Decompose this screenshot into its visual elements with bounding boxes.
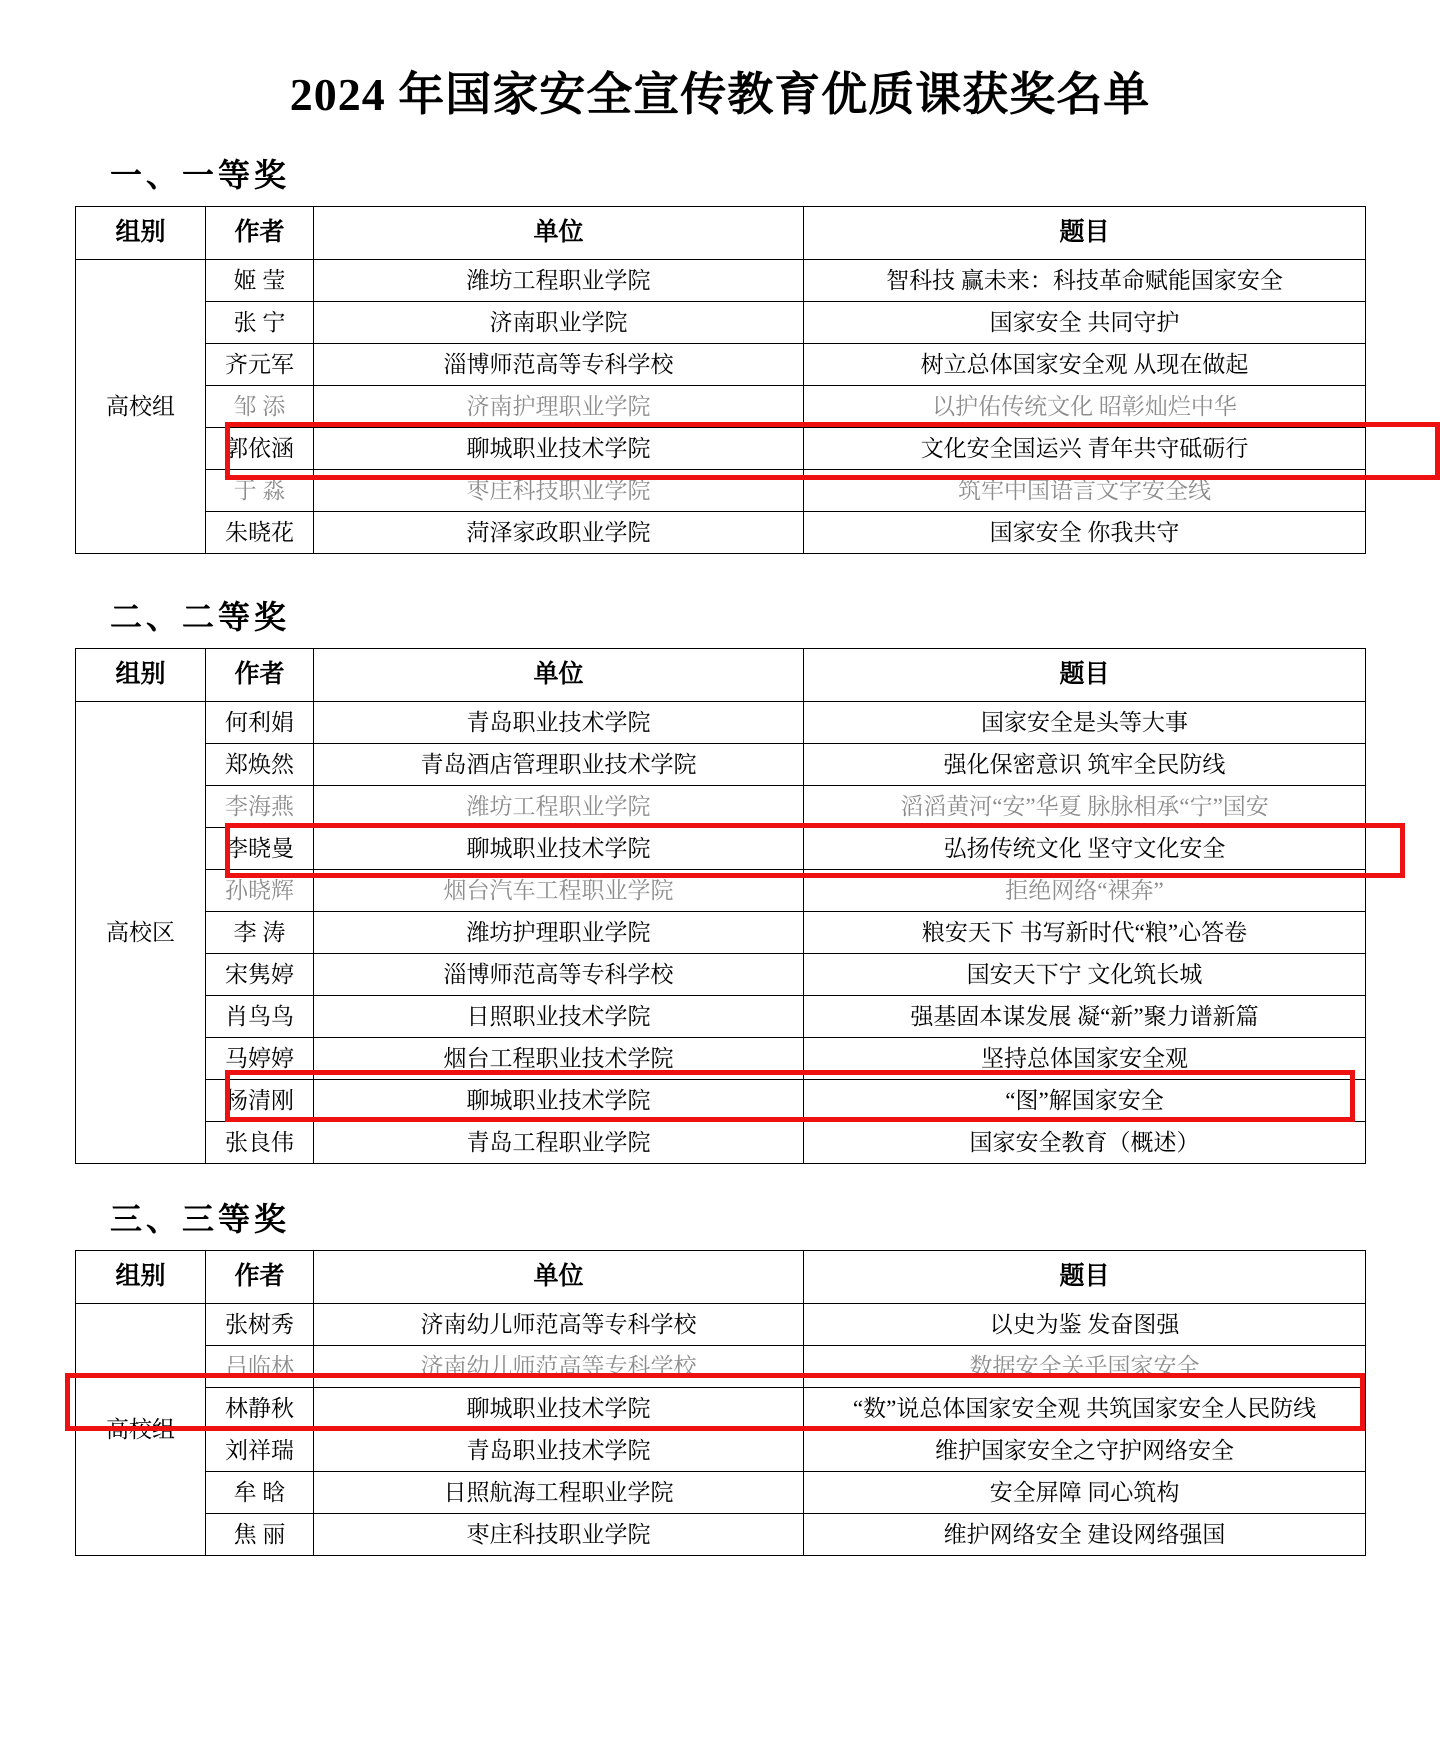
unit-cell: 济南护理职业学院	[314, 386, 804, 428]
unit-cell: 聊城职业技术学院	[314, 1388, 804, 1430]
column-header-title: 题目	[804, 1251, 1366, 1304]
column-header-author: 作者	[206, 1251, 314, 1304]
column-header-author: 作者	[206, 207, 314, 260]
title-cell: 强基固本谋发展 凝“新”聚力谱新篇	[804, 996, 1366, 1038]
award-table-first-prize	[75, 206, 1366, 554]
column-header-title: 题目	[804, 207, 1366, 260]
unit-cell: 青岛职业技术学院	[314, 1430, 804, 1472]
table-header-row	[76, 649, 1366, 702]
unit-cell: 济南职业学院	[314, 302, 804, 344]
table-row	[76, 1472, 1366, 1514]
table-row	[76, 470, 1366, 512]
unit-cell: 青岛酒店管理职业技术学院	[314, 744, 804, 786]
group-cell: 高校组	[76, 260, 206, 554]
unit-cell: 枣庄科技职业学院	[314, 470, 804, 512]
table-row	[76, 1388, 1366, 1430]
section-heading-second-prize: 二、二等奖	[110, 599, 291, 635]
title-cell: 树立总体国家安全观 从现在做起	[804, 344, 1366, 386]
table-row	[76, 954, 1366, 996]
group-cell: 高校区	[76, 702, 206, 1164]
title-cell: 筑牢中国语言文字安全线	[804, 470, 1366, 512]
author-cell: 焦 丽	[206, 1514, 314, 1556]
table-row	[76, 744, 1366, 786]
title-cell: 弘扬传统文化 坚守文化安全	[804, 828, 1366, 870]
title-cell: “图”解国家安全	[804, 1080, 1366, 1122]
column-header-group: 组别	[76, 1251, 206, 1304]
column-header-group: 组别	[76, 207, 206, 260]
author-cell: 张树秀	[206, 1304, 314, 1346]
table-header-row	[76, 207, 1366, 260]
author-cell: 张 宁	[206, 302, 314, 344]
unit-cell: 淄博师范高等专科学校	[314, 954, 804, 996]
unit-cell: 烟台工程职业技术学院	[314, 1038, 804, 1080]
table-row	[76, 1080, 1366, 1122]
column-header-author: 作者	[206, 649, 314, 702]
award-table-third-prize	[75, 1250, 1366, 1556]
unit-cell: 聊城职业技术学院	[314, 1080, 804, 1122]
title-cell: 维护网络安全 建设网络强国	[804, 1514, 1366, 1556]
title-cell: 数据安全关乎国家安全	[804, 1346, 1366, 1388]
table-row	[76, 1430, 1366, 1472]
award-table-second-prize	[75, 648, 1366, 1164]
table-row	[76, 512, 1366, 554]
unit-cell: 聊城职业技术学院	[314, 428, 804, 470]
unit-cell: 淄博师范高等专科学校	[314, 344, 804, 386]
author-cell: 牟 晗	[206, 1472, 314, 1514]
table-row	[76, 260, 1366, 302]
author-cell: 姬 莹	[206, 260, 314, 302]
title-cell: 坚持总体国家安全观	[804, 1038, 1366, 1080]
table-row	[76, 786, 1366, 828]
author-cell: 杨清刚	[206, 1080, 314, 1122]
title-cell: 以护佑传统文化 昭彰灿烂中华	[804, 386, 1366, 428]
author-cell: 于 淼	[206, 470, 314, 512]
author-cell: 李海燕	[206, 786, 314, 828]
unit-cell: 枣庄科技职业学院	[314, 1514, 804, 1556]
table-row	[76, 828, 1366, 870]
table-container-third-prize	[75, 1250, 1365, 1556]
table-row	[76, 1514, 1366, 1556]
unit-cell: 日照航海工程职业学院	[314, 1472, 804, 1514]
table-row	[76, 428, 1366, 470]
unit-cell: 潍坊工程职业学院	[314, 786, 804, 828]
author-cell: 郑焕然	[206, 744, 314, 786]
author-cell: 吕临林	[206, 1346, 314, 1388]
title-cell: 安全屏障 同心筑构	[804, 1472, 1366, 1514]
title-cell: 滔滔黄河“安”华夏 脉脉相承“宁”国安	[804, 786, 1366, 828]
column-header-title: 题目	[804, 649, 1366, 702]
column-header-unit: 单位	[314, 649, 804, 702]
author-cell: 孙晓辉	[206, 870, 314, 912]
table-row	[76, 702, 1366, 744]
title-cell: 国安天下宁 文化筑长城	[804, 954, 1366, 996]
title-cell: “数”说总体国家安全观 共筑国家安全人民防线	[804, 1388, 1366, 1430]
title-cell: 国家安全 共同守护	[804, 302, 1366, 344]
author-cell: 何利娟	[206, 702, 314, 744]
table-row	[76, 1122, 1366, 1164]
author-cell: 马婷婷	[206, 1038, 314, 1080]
title-cell: 粮安天下 书写新时代“粮”心答卷	[804, 912, 1366, 954]
author-cell: 刘祥瑞	[206, 1430, 314, 1472]
section-heading-first-prize: 一、一等奖	[110, 157, 291, 193]
title-cell: 国家安全 你我共守	[804, 512, 1366, 554]
author-cell: 张良伟	[206, 1122, 314, 1164]
title-cell: 智科技 赢未来：科技革命赋能国家安全	[804, 260, 1366, 302]
table-row	[76, 386, 1366, 428]
author-cell: 齐元军	[206, 344, 314, 386]
unit-cell: 济南幼儿师范高等专科学校	[314, 1346, 804, 1388]
title-cell: 拒绝网络“裸奔”	[804, 870, 1366, 912]
table-row	[76, 870, 1366, 912]
section-heading-third-prize: 三、三等奖	[110, 1201, 291, 1237]
author-cell: 林静秋	[206, 1388, 314, 1430]
document-page	[0, 58, 1440, 1740]
table-row	[76, 996, 1366, 1038]
title-cell: 文化安全国运兴 青年共守砥砺行	[804, 428, 1366, 470]
author-cell: 李 涛	[206, 912, 314, 954]
title-cell: 以史为鉴 发奋图强	[804, 1304, 1366, 1346]
author-cell: 朱晓花	[206, 512, 314, 554]
table-container-first-prize	[75, 206, 1365, 554]
column-header-unit: 单位	[314, 1251, 804, 1304]
title-cell: 维护国家安全之守护网络安全	[804, 1430, 1366, 1472]
author-cell: 郭依涵	[206, 428, 314, 470]
author-cell: 邹 添	[206, 386, 314, 428]
author-cell: 李晓曼	[206, 828, 314, 870]
title-cell: 国家安全是头等大事	[804, 702, 1366, 744]
table-header-row	[76, 1251, 1366, 1304]
group-cell: 高校组	[76, 1304, 206, 1556]
table-row	[76, 1038, 1366, 1080]
table-container-second-prize	[75, 648, 1365, 1164]
unit-cell: 潍坊工程职业学院	[314, 260, 804, 302]
title-cell: 强化保密意识 筑牢全民防线	[804, 744, 1366, 786]
table-row	[76, 1346, 1366, 1388]
table-row	[76, 344, 1366, 386]
unit-cell: 潍坊护理职业学院	[314, 912, 804, 954]
unit-cell: 菏泽家政职业学院	[314, 512, 804, 554]
table-row	[76, 1304, 1366, 1346]
unit-cell: 烟台汽车工程职业学院	[314, 870, 804, 912]
unit-cell: 济南幼儿师范高等专科学校	[314, 1304, 804, 1346]
column-header-unit: 单位	[314, 207, 804, 260]
column-header-group: 组别	[76, 649, 206, 702]
unit-cell: 青岛职业技术学院	[314, 702, 804, 744]
table-row	[76, 912, 1366, 954]
unit-cell: 聊城职业技术学院	[314, 828, 804, 870]
unit-cell: 日照职业技术学院	[314, 996, 804, 1038]
table-row	[76, 302, 1366, 344]
page-title: 2024 年国家安全宣传教育优质课获奖名单	[289, 69, 1151, 120]
author-cell: 宋隽婷	[206, 954, 314, 996]
unit-cell: 青岛工程职业学院	[314, 1122, 804, 1164]
author-cell: 肖鸟鸟	[206, 996, 314, 1038]
title-cell: 国家安全教育（概述）	[804, 1122, 1366, 1164]
